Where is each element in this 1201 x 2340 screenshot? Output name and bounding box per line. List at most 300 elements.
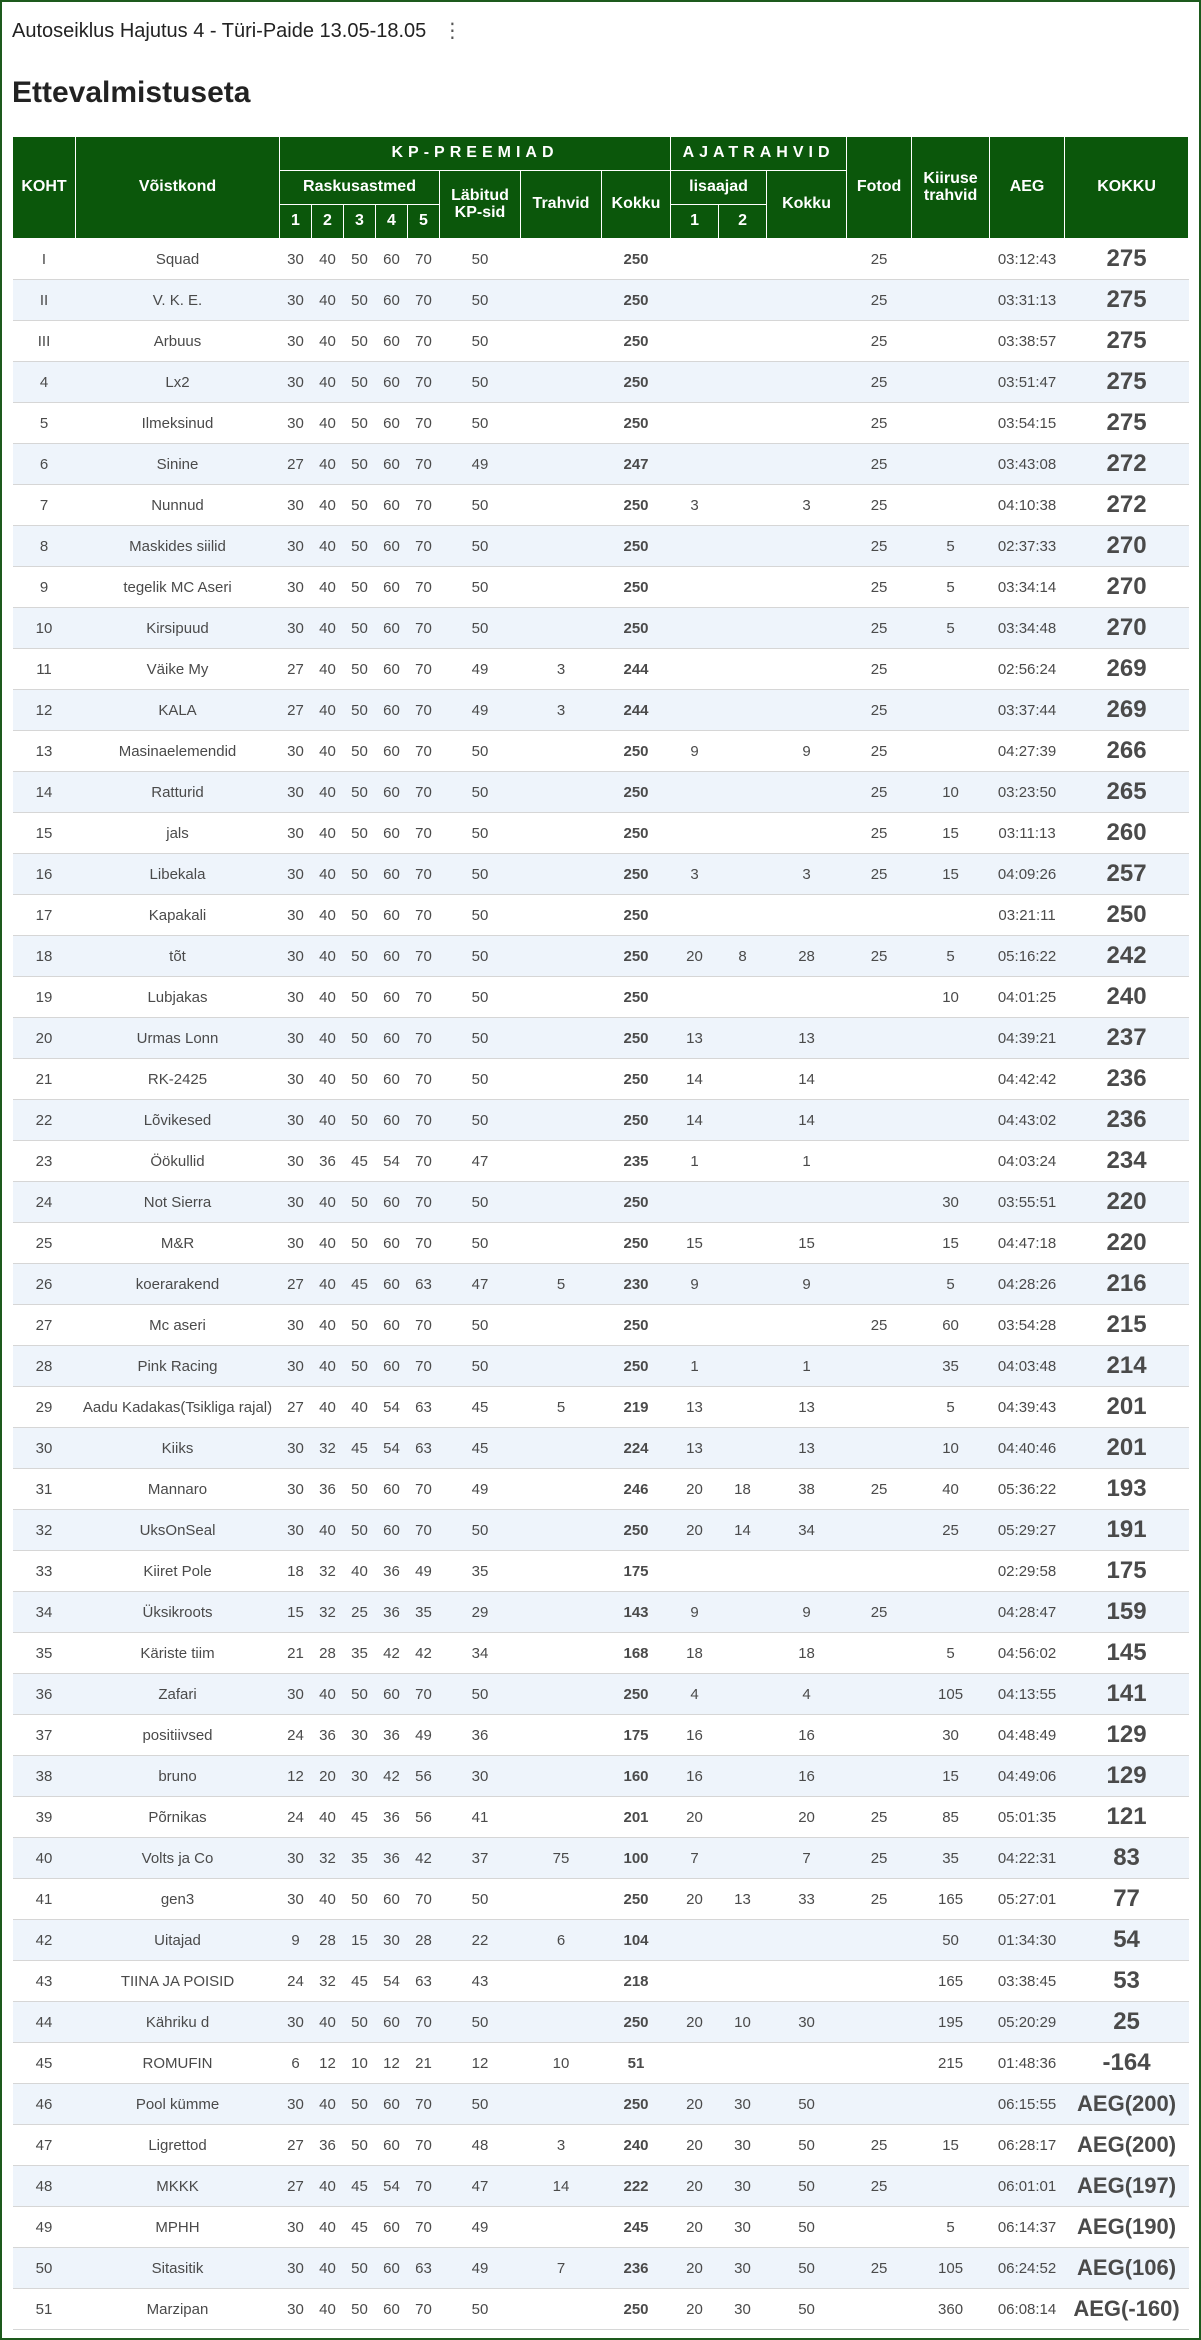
cell-aja-kokku: [767, 649, 847, 690]
cell-kokku: 272: [1065, 485, 1189, 526]
cell-kokku: 234: [1065, 1141, 1189, 1182]
table-row[interactable]: [13, 2084, 1189, 2125]
cell-lisaaeg-2: [719, 1059, 767, 1100]
cell-koht: 29: [13, 1387, 76, 1428]
cell-lisaaeg-1: 20: [671, 936, 719, 977]
cell-raskus-1: 24: [280, 1961, 312, 2002]
cell-kiiruse-trahvid: [912, 362, 990, 403]
cell-raskus-2: 40: [312, 403, 344, 444]
header-raskus-5[interactable]: 5: [408, 205, 440, 239]
cell-kokku: AEG(200): [1065, 2084, 1189, 2125]
cell-raskus-2: 32: [312, 1428, 344, 1469]
cell-lisaaeg-2: [719, 608, 767, 649]
header-lisaaeg-1[interactable]: 1: [671, 205, 719, 239]
cell-aeg: 04:09:26: [990, 854, 1065, 895]
table-row[interactable]: [13, 1674, 1189, 1715]
cell-kp-kokku: 201: [602, 1797, 671, 1838]
cell-aeg: 06:24:52: [990, 2248, 1065, 2289]
cell-kp-kokku: 175: [602, 1551, 671, 1592]
cell-raskus-1: 30: [280, 2084, 312, 2125]
cell-lisaaeg-1: 20: [671, 1879, 719, 1920]
cell-trahvid: [521, 772, 602, 813]
cell-aja-kokku: [767, 2043, 847, 2084]
cell-aja-kokku: [767, 608, 847, 649]
table-row[interactable]: [13, 813, 1189, 854]
cell-aja-kokku: 50: [767, 2084, 847, 2125]
cell-raskus-3: 35: [344, 1838, 376, 1879]
cell-raskus-1: 30: [280, 2207, 312, 2248]
cell-lisaaeg-2: [719, 1551, 767, 1592]
cell-voistkond: Põrnikas: [76, 1797, 280, 1838]
cell-kokku: 250: [1065, 895, 1189, 936]
cell-koht: 19: [13, 977, 76, 1018]
cell-raskus-3: 50: [344, 1018, 376, 1059]
table-row[interactable]: [13, 444, 1189, 485]
cell-raskus-2: 40: [312, 1018, 344, 1059]
table-row[interactable]: [13, 608, 1189, 649]
cell-lisaaeg-2: [719, 1018, 767, 1059]
table-row[interactable]: [13, 2043, 1189, 2084]
cell-lisaaeg-1: [671, 895, 719, 936]
cell-lisaaeg-2: [719, 1756, 767, 1797]
cell-aeg: 04:27:39: [990, 731, 1065, 772]
cell-kiiruse-trahvid: [912, 2084, 990, 2125]
table-row[interactable]: [13, 2248, 1189, 2289]
cell-raskus-5: 70: [408, 239, 440, 280]
table-row[interactable]: [13, 1305, 1189, 1346]
header-koht[interactable]: KOHT: [13, 137, 76, 239]
table-row[interactable]: [13, 1346, 1189, 1387]
cell-raskus-3: 50: [344, 1510, 376, 1551]
cell-raskus-5: 70: [408, 280, 440, 321]
cell-labitud-kp: 50: [440, 485, 521, 526]
kebab-menu-icon[interactable]: ⋮: [442, 20, 463, 42]
table-row[interactable]: [13, 362, 1189, 403]
table-row[interactable]: [13, 1756, 1189, 1797]
cell-raskus-3: 50: [344, 1469, 376, 1510]
cell-kp-kokku: 250: [602, 731, 671, 772]
cell-lisaaeg-2: 10: [719, 2002, 767, 2043]
table-row[interactable]: [13, 936, 1189, 977]
cell-fotod: [847, 1100, 912, 1141]
cell-raskus-1: 9: [280, 1920, 312, 1961]
cell-raskus-2: 40: [312, 1346, 344, 1387]
cell-lisaaeg-1: 1: [671, 1346, 719, 1387]
cell-kokku: AEG(-160): [1065, 2289, 1189, 2330]
cell-raskus-5: 70: [408, 1182, 440, 1223]
cell-lisaaeg-2: [719, 1346, 767, 1387]
table-row[interactable]: [13, 321, 1189, 362]
cell-lisaaeg-2: [719, 526, 767, 567]
header-kokku-total[interactable]: KOKKU: [1065, 137, 1189, 239]
cell-kp-kokku: 250: [602, 1674, 671, 1715]
cell-koht: 38: [13, 1756, 76, 1797]
cell-kiiruse-trahvid: 5: [912, 1264, 990, 1305]
table-row[interactable]: [13, 1223, 1189, 1264]
cell-koht: 9: [13, 567, 76, 608]
cell-lisaaeg-2: 30: [719, 2084, 767, 2125]
table-row[interactable]: [13, 1551, 1189, 1592]
cell-raskus-3: 50: [344, 977, 376, 1018]
cell-kp-kokku: 250: [602, 1182, 671, 1223]
cell-raskus-2: 40: [312, 690, 344, 731]
cell-aja-kokku: [767, 977, 847, 1018]
table-row[interactable]: [13, 649, 1189, 690]
cell-koht: 4: [13, 362, 76, 403]
cell-raskus-5: 70: [408, 567, 440, 608]
header-voistkond[interactable]: Võistkond: [76, 137, 280, 239]
cell-lisaaeg-2: [719, 1223, 767, 1264]
cell-raskus-5: 70: [408, 1346, 440, 1387]
header-raskus-3[interactable]: 3: [344, 205, 376, 239]
cell-aeg: 02:29:58: [990, 1551, 1065, 1592]
cell-fotod: 25: [847, 567, 912, 608]
cell-raskus-1: 30: [280, 239, 312, 280]
cell-aja-kokku: 33: [767, 1879, 847, 1920]
cell-raskus-4: 54: [376, 1141, 408, 1182]
cell-fotod: [847, 1346, 912, 1387]
cell-aja-kokku: 13: [767, 1018, 847, 1059]
cell-raskus-5: 70: [408, 690, 440, 731]
cell-aja-kokku: [767, 280, 847, 321]
cell-raskus-2: 40: [312, 854, 344, 895]
cell-kp-kokku: 143: [602, 1592, 671, 1633]
cell-raskus-2: 40: [312, 936, 344, 977]
cell-kokku: 269: [1065, 649, 1189, 690]
cell-kiiruse-trahvid: 10: [912, 977, 990, 1018]
header-raskus-1[interactable]: 1: [280, 205, 312, 239]
cell-lisaaeg-1: 13: [671, 1018, 719, 1059]
cell-raskus-4: 60: [376, 321, 408, 362]
cell-lisaaeg-1: [671, 1961, 719, 2002]
cell-fotod: [847, 2002, 912, 2043]
cell-aeg: 02:37:33: [990, 526, 1065, 567]
cell-kiiruse-trahvid: [912, 403, 990, 444]
cell-raskus-2: 40: [312, 772, 344, 813]
cell-aja-kokku: 14: [767, 1059, 847, 1100]
cell-raskus-3: 45: [344, 1141, 376, 1182]
cell-lisaaeg-2: [719, 1838, 767, 1879]
cell-raskus-2: 40: [312, 321, 344, 362]
cell-raskus-4: 42: [376, 1756, 408, 1797]
cell-kokku: 270: [1065, 567, 1189, 608]
cell-labitud-kp: 50: [440, 608, 521, 649]
cell-kiiruse-trahvid: 15: [912, 1756, 990, 1797]
cell-kiiruse-trahvid: [912, 1141, 990, 1182]
cell-trahvid: 7: [521, 2248, 602, 2289]
table-row[interactable]: [13, 2125, 1189, 2166]
cell-labitud-kp: 50: [440, 2084, 521, 2125]
cell-raskus-1: 27: [280, 1264, 312, 1305]
cell-lisaaeg-1: 9: [671, 1592, 719, 1633]
cell-raskus-3: 45: [344, 1797, 376, 1838]
cell-lisaaeg-1: 20: [671, 2166, 719, 2207]
cell-raskus-4: 60: [376, 362, 408, 403]
cell-lisaaeg-1: 20: [671, 2289, 719, 2330]
table-row[interactable]: [13, 239, 1189, 280]
cell-aja-kokku: 9: [767, 731, 847, 772]
cell-fotod: 25: [847, 362, 912, 403]
cell-koht: 13: [13, 731, 76, 772]
cell-kiiruse-trahvid: [912, 1059, 990, 1100]
cell-aeg: 01:48:36: [990, 2043, 1065, 2084]
cell-aja-kokku: [767, 321, 847, 362]
cell-aeg: 04:42:42: [990, 1059, 1065, 1100]
cell-raskus-5: 70: [408, 2289, 440, 2330]
table-row[interactable]: [13, 1920, 1189, 1961]
cell-raskus-1: 30: [280, 977, 312, 1018]
cell-labitud-kp: 50: [440, 2002, 521, 2043]
table-row[interactable]: [13, 1879, 1189, 1920]
cell-lisaaeg-1: 20: [671, 1469, 719, 1510]
cell-fotod: 25: [847, 444, 912, 485]
cell-labitud-kp: 47: [440, 2166, 521, 2207]
cell-aja-kokku: 15: [767, 1223, 847, 1264]
cell-kp-kokku: 224: [602, 1428, 671, 1469]
cell-kiiruse-trahvid: 5: [912, 608, 990, 649]
cell-raskus-4: 60: [376, 895, 408, 936]
table-row[interactable]: [13, 1469, 1189, 1510]
cell-kokku: 240: [1065, 977, 1189, 1018]
cell-koht: 34: [13, 1592, 76, 1633]
cell-voistkond: Aadu Kadakas(Tsikliga rajal): [76, 1387, 280, 1428]
cell-raskus-5: 70: [408, 1305, 440, 1346]
cell-voistkond: Ilmeksinud: [76, 403, 280, 444]
cell-raskus-1: 24: [280, 1797, 312, 1838]
cell-raskus-4: 60: [376, 2248, 408, 2289]
table-row[interactable]: [13, 1141, 1189, 1182]
header-kp-kokku[interactable]: Kokku: [602, 171, 671, 239]
table-row[interactable]: [13, 1838, 1189, 1879]
cell-trahvid: [521, 1879, 602, 1920]
cell-aja-kokku: [767, 239, 847, 280]
header-aeg[interactable]: AEG: [990, 137, 1065, 239]
cell-aja-kokku: [767, 1551, 847, 1592]
header-trahvid[interactable]: Trahvid: [521, 171, 602, 239]
cell-raskus-4: 60: [376, 403, 408, 444]
cell-koht: 7: [13, 485, 76, 526]
cell-fotod: [847, 2043, 912, 2084]
table-row[interactable]: [13, 1510, 1189, 1551]
cell-kiiruse-trahvid: 50: [912, 1920, 990, 1961]
table-row[interactable]: [13, 526, 1189, 567]
cell-raskus-3: 50: [344, 1223, 376, 1264]
cell-trahvid: [521, 1223, 602, 1264]
cell-lisaaeg-2: [719, 239, 767, 280]
cell-voistkond: Väike My: [76, 649, 280, 690]
cell-fotod: 25: [847, 239, 912, 280]
cell-raskus-5: 70: [408, 772, 440, 813]
cell-raskus-5: 70: [408, 362, 440, 403]
cell-trahvid: [521, 280, 602, 321]
table-row[interactable]: [13, 2289, 1189, 2330]
cell-raskus-4: 60: [376, 1674, 408, 1715]
cell-lisaaeg-1: 20: [671, 2248, 719, 2289]
cell-lisaaeg-1: 20: [671, 2002, 719, 2043]
cell-raskus-2: 40: [312, 444, 344, 485]
table-row[interactable]: [13, 403, 1189, 444]
cell-voistkond: Sitasitik: [76, 2248, 280, 2289]
page-title: Ettevalmistuseta: [12, 76, 251, 109]
cell-lisaaeg-2: [719, 403, 767, 444]
cell-trahvid: [521, 1141, 602, 1182]
header-kiiruse-trahvid[interactable]: Kiiruse trahvid: [912, 137, 990, 239]
cell-raskus-1: 30: [280, 2289, 312, 2330]
cell-kokku: 236: [1065, 1059, 1189, 1100]
cell-raskus-3: 50: [344, 362, 376, 403]
cell-raskus-2: 40: [312, 2084, 344, 2125]
cell-labitud-kp: 50: [440, 321, 521, 362]
cell-aja-kokku: 3: [767, 485, 847, 526]
cell-trahvid: [521, 1100, 602, 1141]
table-row[interactable]: [13, 485, 1189, 526]
table-row[interactable]: [13, 1633, 1189, 1674]
cell-raskus-2: 32: [312, 1551, 344, 1592]
table-row[interactable]: [13, 1592, 1189, 1633]
cell-aeg: 06:14:37: [990, 2207, 1065, 2248]
cell-kiiruse-trahvid: 105: [912, 1674, 990, 1715]
cell-kiiruse-trahvid: 60: [912, 1305, 990, 1346]
cell-raskus-1: 18: [280, 1551, 312, 1592]
table-row[interactable]: [13, 1387, 1189, 1428]
cell-voistkond: Kiiret Pole: [76, 1551, 280, 1592]
cell-fotod: 25: [847, 1469, 912, 1510]
table-row[interactable]: [13, 731, 1189, 772]
cell-aja-kokku: [767, 772, 847, 813]
cell-labitud-kp: 50: [440, 403, 521, 444]
cell-kp-kokku: 250: [602, 239, 671, 280]
header-labitud-kp[interactable]: Läbitud KP-sid: [440, 171, 521, 239]
table-row[interactable]: [13, 1182, 1189, 1223]
cell-kiiruse-trahvid: 5: [912, 936, 990, 977]
cell-trahvid: [521, 485, 602, 526]
cell-kokku: 25: [1065, 2002, 1189, 2043]
table-row[interactable]: [13, 895, 1189, 936]
cell-raskus-4: 54: [376, 1387, 408, 1428]
cell-raskus-4: 42: [376, 1633, 408, 1674]
table-row[interactable]: [13, 854, 1189, 895]
cell-raskus-2: 40: [312, 1223, 344, 1264]
table-row[interactable]: [13, 1961, 1189, 2002]
cell-raskus-5: 63: [408, 1387, 440, 1428]
cell-raskus-2: 40: [312, 1510, 344, 1551]
cell-kiiruse-trahvid: [912, 690, 990, 731]
cell-voistkond: Zafari: [76, 1674, 280, 1715]
cell-fotod: 25: [847, 526, 912, 567]
cell-raskus-2: 40: [312, 2166, 344, 2207]
table-row[interactable]: [13, 1428, 1189, 1469]
table-row[interactable]: [13, 2166, 1189, 2207]
table-row[interactable]: [13, 1018, 1189, 1059]
header-raskus-4[interactable]: 4: [376, 205, 408, 239]
cell-lisaaeg-2: [719, 690, 767, 731]
cell-voistkond: Urmas Lonn: [76, 1018, 280, 1059]
table-row[interactable]: [13, 1264, 1189, 1305]
header-raskus-2[interactable]: 2: [312, 205, 344, 239]
cell-labitud-kp: 50: [440, 1018, 521, 1059]
cell-trahvid: [521, 321, 602, 362]
table-row[interactable]: [13, 1797, 1189, 1838]
cell-koht: 37: [13, 1715, 76, 1756]
cell-labitud-kp: 49: [440, 444, 521, 485]
cell-kokku: AEG(190): [1065, 2207, 1189, 2248]
cell-kokku: 145: [1065, 1633, 1189, 1674]
cell-lisaaeg-1: [671, 2043, 719, 2084]
cell-aeg: 05:01:35: [990, 1797, 1065, 1838]
cell-aeg: 04:13:55: [990, 1674, 1065, 1715]
table-row[interactable]: [13, 690, 1189, 731]
cell-lisaaeg-1: [671, 526, 719, 567]
cell-raskus-2: 36: [312, 2125, 344, 2166]
cell-aja-kokku: [767, 1961, 847, 2002]
cell-kp-kokku: 250: [602, 1879, 671, 1920]
cell-raskus-4: 60: [376, 1059, 408, 1100]
table-row[interactable]: [13, 1059, 1189, 1100]
cell-raskus-4: 60: [376, 280, 408, 321]
cell-lisaaeg-2: [719, 1920, 767, 1961]
cell-kp-kokku: 236: [602, 2248, 671, 2289]
cell-raskus-1: 30: [280, 1182, 312, 1223]
table-row[interactable]: [13, 280, 1189, 321]
cell-kp-kokku: 51: [602, 2043, 671, 2084]
cell-koht: 21: [13, 1059, 76, 1100]
header-lisaajad: lisaajad: [671, 171, 767, 205]
table-row[interactable]: [13, 1100, 1189, 1141]
cell-kiiruse-trahvid: [912, 2166, 990, 2207]
cell-voistkond: Marzipan: [76, 2289, 280, 2330]
cell-raskus-1: 30: [280, 1223, 312, 1264]
cell-kokku: 201: [1065, 1428, 1189, 1469]
cell-aja-kokku: 9: [767, 1592, 847, 1633]
cell-fotod: 25: [847, 403, 912, 444]
cell-aja-kokku: [767, 1305, 847, 1346]
cell-raskus-1: 24: [280, 1715, 312, 1756]
table-row[interactable]: [13, 772, 1189, 813]
cell-kiiruse-trahvid: 165: [912, 1879, 990, 1920]
cell-raskus-2: 40: [312, 1182, 344, 1223]
table-row[interactable]: [13, 2207, 1189, 2248]
cell-voistkond: UksOnSeal: [76, 1510, 280, 1551]
table-row[interactable]: [13, 567, 1189, 608]
header-lisaaeg-2[interactable]: 2: [719, 205, 767, 239]
cell-aeg: 04:22:31: [990, 1838, 1065, 1879]
cell-raskus-2: 40: [312, 2207, 344, 2248]
table-row[interactable]: [13, 1715, 1189, 1756]
cell-kiiruse-trahvid: [912, 1100, 990, 1141]
cell-raskus-3: 50: [344, 2289, 376, 2330]
cell-aja-kokku: 34: [767, 1510, 847, 1551]
cell-kiiruse-trahvid: 30: [912, 1182, 990, 1223]
cell-fotod: [847, 1182, 912, 1223]
cell-raskus-4: 54: [376, 1428, 408, 1469]
cell-raskus-3: 50: [344, 1879, 376, 1920]
cell-raskus-3: 50: [344, 2248, 376, 2289]
cell-voistkond: tegelik MC Aseri: [76, 567, 280, 608]
header-fotod[interactable]: Fotod: [847, 137, 912, 239]
table-row[interactable]: [13, 2002, 1189, 2043]
cell-raskus-2: 40: [312, 649, 344, 690]
cell-kiiruse-trahvid: 5: [912, 526, 990, 567]
table-row[interactable]: [13, 977, 1189, 1018]
cell-raskus-2: 40: [312, 977, 344, 1018]
cell-raskus-4: 60: [376, 2289, 408, 2330]
results-body: [13, 239, 1189, 2330]
cell-aja-kokku: 4: [767, 1674, 847, 1715]
cell-koht: 35: [13, 1633, 76, 1674]
header-aja-kokku[interactable]: Kokku: [767, 171, 847, 239]
cell-raskus-3: 50: [344, 731, 376, 772]
cell-fotod: [847, 1428, 912, 1469]
